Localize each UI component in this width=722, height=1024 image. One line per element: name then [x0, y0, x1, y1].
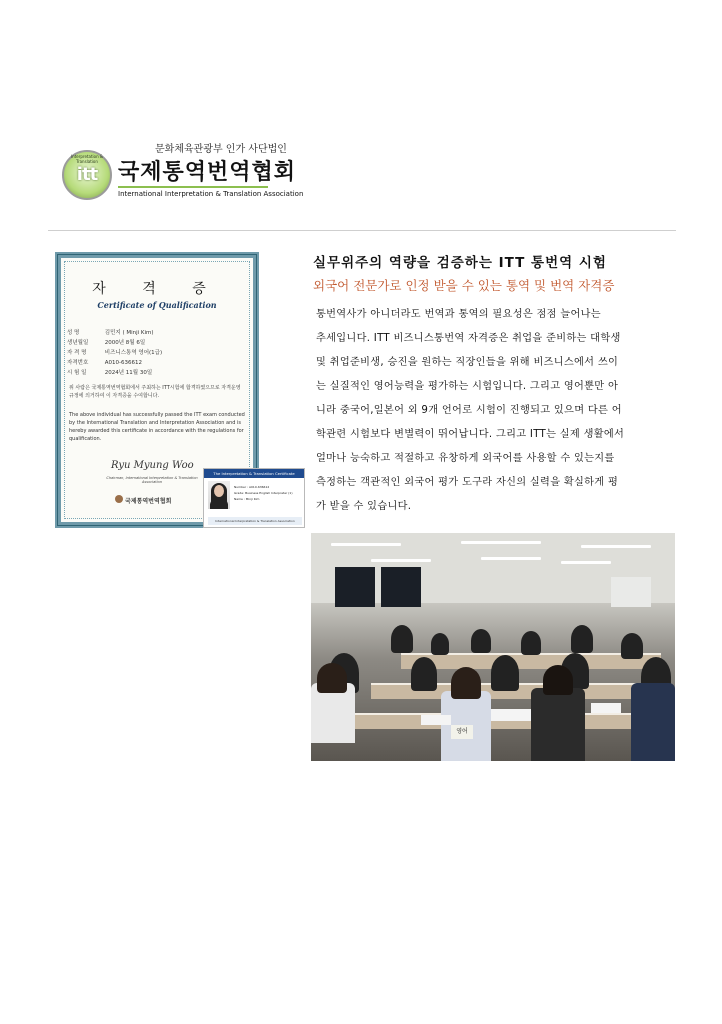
ceiling-light: [331, 543, 401, 546]
card-name: Name : Minji Kim: [234, 497, 260, 501]
card-grade: Grade: Business English Interpreter (1): [234, 491, 293, 495]
photo-window: [335, 567, 375, 607]
certificate-field: [67, 348, 162, 356]
certificate-field: [67, 328, 154, 336]
org-name: 국제통역번역협회: [118, 160, 297, 185]
student: [391, 625, 413, 653]
certificate-field: [67, 338, 145, 346]
certificate-subtitle: Certificate of Qualification: [97, 300, 217, 310]
seal-text: 국제통역번역협회: [125, 498, 172, 505]
card-photo: [208, 481, 230, 509]
certificate-title: 자 격 증: [92, 281, 222, 297]
certificate-field: [67, 368, 152, 376]
student: [543, 665, 573, 695]
paragraph-line: 는 실질적인 영어능력을 평가하는 시험입니다. 그리고 영어뿐만 아: [316, 381, 619, 392]
exam-room-photo: [311, 533, 675, 761]
field-key: 생년월일: [67, 340, 89, 346]
org-underline: [118, 186, 268, 188]
student: [411, 657, 437, 691]
ceiling-light: [461, 541, 541, 544]
student: [571, 625, 593, 653]
ceiling-light: [581, 545, 651, 548]
field-value: 김민지 ( Minji Kim): [104, 330, 154, 336]
ceiling-light: [371, 559, 431, 562]
student-shirt: [631, 683, 675, 761]
seal-icon: [115, 495, 123, 503]
paragraph-line: 통번역사가 아니더라도 번역과 통역의 필요성은 점점 늘어나는: [316, 309, 601, 320]
student: [521, 631, 541, 655]
signature: Ryu Myung Woo: [111, 460, 194, 471]
photo-window: [381, 567, 421, 607]
logo-text: itt: [76, 164, 98, 185]
photo-whiteboard: [611, 577, 651, 607]
field-key: 시 험 일: [67, 370, 87, 376]
paragraph-line: 학관련 시험보다 변별력이 뛰어납니다. 그리고 ITT는 실제 생활에서: [316, 429, 625, 440]
article-headline: 실무위주의 역량을 검증하는 ITT 통번역 시험: [313, 255, 607, 271]
card-footer: International Interpretation & Translation Association: [208, 517, 302, 525]
certificate-field: [67, 358, 142, 366]
field-value: 2000년 8월 6일: [104, 340, 146, 346]
paragraph-line: 니라 중국어,일본어 외 9개 언어로 시험이 진행되고 있으며 다른 어: [316, 405, 622, 416]
org-name-english: International Interpretation & Translation Association: [118, 190, 304, 198]
ceiling-light: [481, 557, 541, 560]
card-number: Number : A010-636612: [234, 485, 270, 489]
paragraph-line: 및 취업준비생, 승진을 원하는 직장인들을 위해 비즈니스에서 쓰이: [316, 357, 619, 368]
student: [451, 667, 481, 699]
student: [621, 633, 643, 659]
logo-ring-text: Interpretation & Translation: [70, 154, 104, 164]
field-value: A010-636612: [104, 360, 142, 366]
student: [491, 655, 519, 691]
header-divider: [48, 230, 676, 231]
student-shirt: [531, 688, 585, 761]
article-subheadline: 외국어 전문가로 인정 받을 수 있는 통역 및 번역 자격증: [313, 278, 615, 293]
ceiling-light: [561, 561, 611, 564]
signature-caption: Chairman, International Interpretation & Translation Association: [106, 476, 198, 484]
field-key: 자격번호: [67, 360, 89, 366]
certificate-body-english: The above individual has successfully passed the ITT exam conducted by the International Translation and Interpretation Association and is hereby awarded this certificate in accordance with the regulations for qualification.: [69, 412, 245, 442]
exam-paper: [491, 709, 531, 721]
field-value: 비즈니스통역 영어(1급): [104, 350, 163, 356]
field-key: 성 명: [67, 330, 80, 336]
paragraph-line: 얼마나 능숙하고 적절하고 유창하게 외국어를 사용할 수 있는지를: [316, 453, 615, 464]
exam-paper: [591, 703, 621, 713]
student: [471, 629, 491, 653]
itt-logo: [62, 150, 112, 200]
article-paragraph: [316, 303, 661, 519]
certificate-body-korean: 위 사람은 국제통역번역협회에서 주최하는 ITT시험에 합격하였으므로 자격운영규정에 의거하여 이 자격증을 수여합니다.: [69, 385, 241, 399]
paragraph-line: 측정하는 객관적인 외국어 평가 도구라 자신의 실력을 확실하게 평: [316, 477, 619, 488]
student: [317, 663, 347, 693]
paragraph-line: 가 받을 수 있습니다.: [316, 501, 412, 512]
certificate-id-card: [203, 468, 305, 528]
desk-sign: 영어: [451, 725, 473, 739]
field-key: 자 격 명: [67, 350, 87, 356]
field-value: 2024년 11월 30일: [104, 370, 153, 376]
exam-paper: [421, 715, 451, 725]
org-supertitle: 문화체육관광부 인가 사단법인: [155, 144, 287, 155]
student: [431, 633, 449, 655]
card-title: The Interpretation & Translation Certificate: [204, 469, 304, 478]
paragraph-line: 추세입니다. ITT 비즈니스통번역 자격증은 취업을 준비하는 대학생: [316, 333, 621, 344]
